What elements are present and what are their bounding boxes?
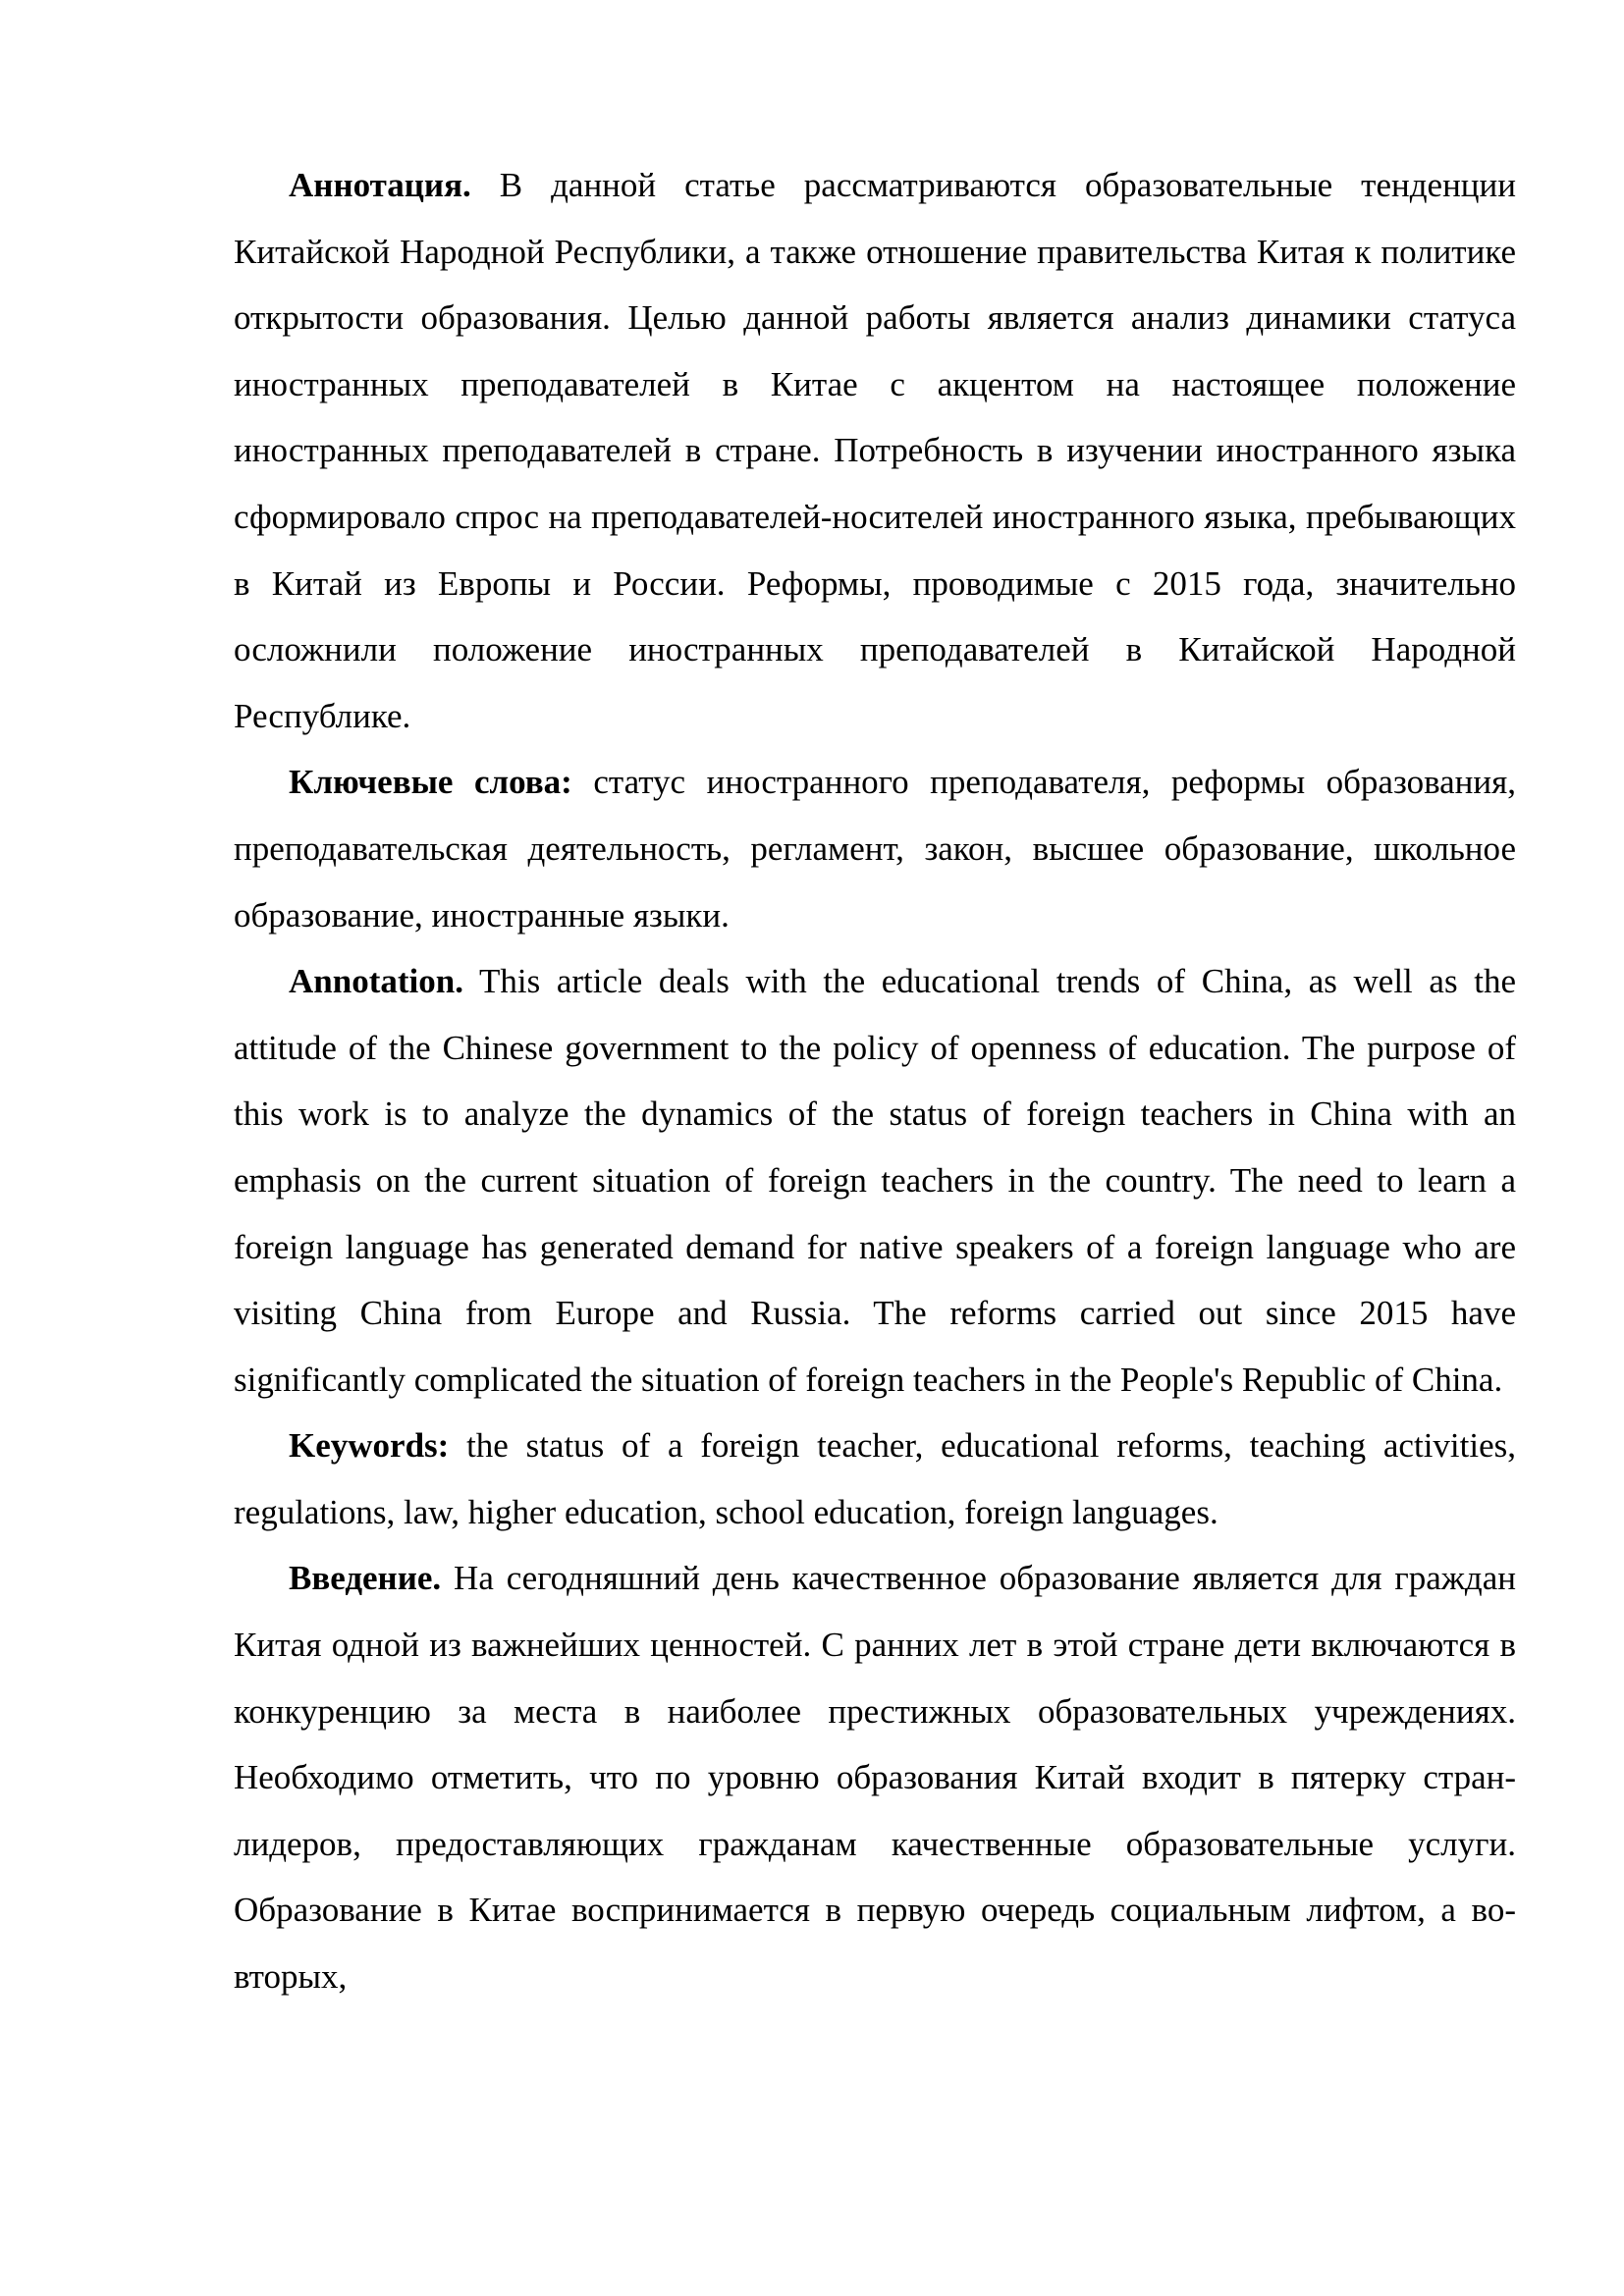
annotation-ru-heading: Аннотация. bbox=[289, 166, 471, 204]
annotation-en-paragraph bbox=[234, 948, 1516, 1413]
document-body bbox=[234, 152, 1516, 2010]
keywords-ru-heading: Ключевые слова: bbox=[289, 763, 572, 802]
keywords-ru-text: статус иностранного преподавателя, реформы образования, преподавательская деятельность, регламент, закон, высшее образование, школьное образование, иностранные языки. bbox=[234, 763, 1516, 934]
keywords-ru-paragraph bbox=[234, 749, 1516, 948]
keywords-en-paragraph bbox=[234, 1413, 1516, 1545]
annotation-en-heading: Annotation. bbox=[289, 962, 463, 1001]
annotation-en-text: This article deals with the educational trends of China, as well as the attitude of the Chinese government to the policy of openness of education. The purpose of this work is to analyze the dynamics of the status of foreign teachers in China with an emphasis on the current situation of foreign teachers in the country. The need to learn a foreign language has generated demand for native speakers of a foreign language who are visiting China from Europe and Russia. The reforms carried out since 2015 have significantly complicated the situation of foreign teachers in the People's Republic of China. bbox=[234, 962, 1516, 1399]
keywords-en-text: the status of a foreign teacher, educational reforms, teaching activities, regulations, law, higher education, school education, foreign languages. bbox=[234, 1426, 1516, 1531]
introduction-heading: Введение. bbox=[289, 1559, 442, 1598]
introduction-paragraph bbox=[234, 1545, 1516, 2009]
keywords-en-heading: Keywords: bbox=[289, 1426, 450, 1466]
introduction-text: На сегодняшний день качественное образование является для граждан Китая одной из важнейших ценностей. С ранних лет в этой стране дети включаются в конкуренцию за места в наиболее престижных образовательных учреждениях. Необходимо отметить, что по уровню образования Китай входит в пятерку стран-лидеров, предоставляющих гражданам качественные образовательные услуги. Образование в Китае воспринимается в первую очередь социальным лифтом, а во-вторых, bbox=[234, 1559, 1516, 1997]
annotation-ru-text: В данной статье рассматриваются образовательные тенденции Китайской Народной Республики, а также отношение правительства Китая к политике открытости образования. Целью данной работы является анализ динамики статуса иностранных преподавателей в Китае с акцентом на настоящее положение иностранных преподавателей в стране. Потребность в изучении иностранного языка сформировало спрос на преподавателей-носителей иностранного языка, пребывающих в Китай из Европы и России. Реформы, проводимые с 2015 года, значительно осложнили положение иностранных преподавателей в Китайской Народной Республике. bbox=[234, 166, 1516, 735]
annotation-ru-paragraph bbox=[234, 152, 1516, 749]
